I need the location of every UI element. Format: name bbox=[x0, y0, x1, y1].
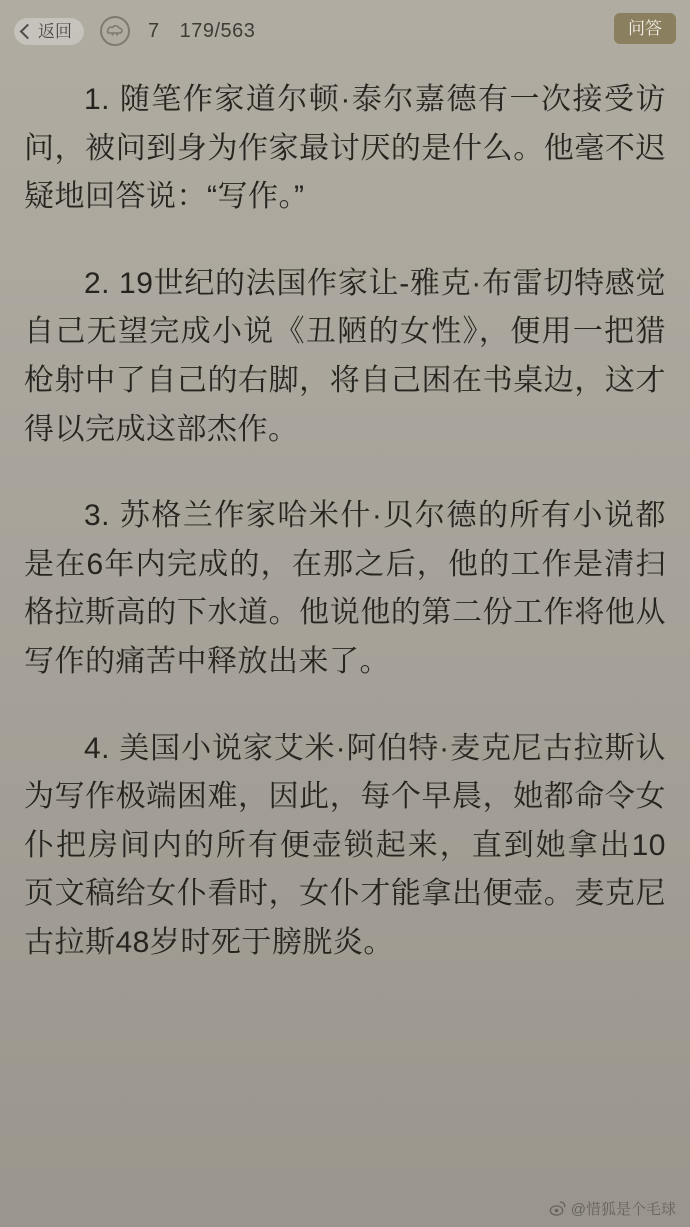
qa-button[interactable]: 问答 bbox=[614, 13, 676, 44]
weibo-icon bbox=[549, 1200, 566, 1217]
paragraph: 3. 苏格兰作家哈米什·贝尔德的所有小说都是在6年内完成的，在那之后，他的工作是清扫格拉斯高的下水道。他说他的第二份工作将他从写作的痛苦中释放出来了。 bbox=[24, 499, 666, 678]
watermark-text: @惜狐是个毛球 bbox=[570, 1201, 676, 1218]
watermark bbox=[549, 1198, 676, 1219]
page-progress: 179/563 bbox=[179, 19, 256, 42]
reader-content[interactable] bbox=[0, 62, 690, 1227]
back-button-label: 返回 bbox=[38, 21, 72, 41]
cloud-face-icon[interactable] bbox=[100, 16, 130, 46]
paragraph: 1. 随笔作家道尔顿·泰尔嘉德有一次接受访问，被问到身为作家最讨厌的是什么。他毫不迟疑地回答说：“写作。” bbox=[24, 83, 666, 214]
back-button[interactable] bbox=[14, 18, 84, 45]
chevron-left-icon bbox=[20, 23, 36, 39]
page-number: 7 bbox=[148, 19, 160, 42]
paragraph: 4. 美国小说家艾米·阿伯特·麦克尼古拉斯认为写作极端困难，因此，每个早晨，她都命令女仆把房间内的所有便壶锁起来，直到她拿出10页文稿给女仆看时，女仆才能拿出便壶。麦克尼古拉斯48岁时死于膀胱炎。 bbox=[24, 731, 666, 959]
top-toolbar bbox=[0, 0, 690, 62]
paragraph: 2. 19世纪的法国作家让-雅克·布雷切特感觉自己无望完成小说《丑陋的女性》，便用一把猎枪射中了自己的右脚，将自己困在书桌边，这才得以完成这部杰作。 bbox=[24, 266, 666, 446]
